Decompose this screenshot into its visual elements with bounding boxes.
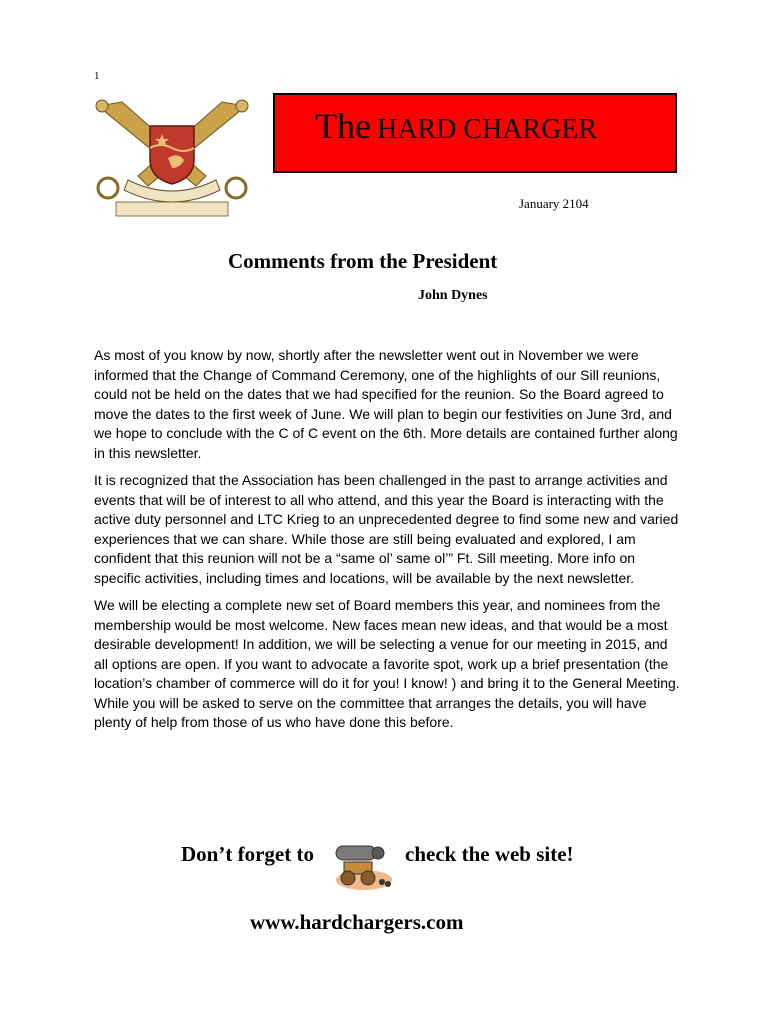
article-paragraph: It is recognized that the Association has been challenged in the past to arrange activities and events that will be of interest to all who attend, and this year the Board is interacting with the active duty personnel and LTC Krieg to an unprecedented degree to find some new and varied experiences that we can share. While those are still being evaluated and explored, I am confident that this reunion will not be a “same ol’ same ol’” Ft. Sill meeting. More info on specific activities, including times and locations, will be available by the next newsletter. [94,472,679,586]
page-number: 1 [94,70,100,82]
title-the: The [315,106,371,146]
article-body [94,346,682,741]
issue-date: January 2104 [519,196,589,211]
cta-left-text: Don’t forget to [181,842,314,866]
newsletter-title [315,105,597,147]
article-author: John Dynes [418,288,488,303]
cannon-icon [330,832,394,894]
article-paragraph: We will be electing a complete new set of Board members this year, and nominees from the membership would be most welcome. New faces mean new ideas, and that would be a most desirable development! In addition, we will be selecting a venue for our meeting in 2015, and all options are open. If you want to advocate a favorite spot, work up a brief presentation (the location’s chamber of commerce will do it for you! I know! ) and bring it to the General Meeting. While you will be asked to serve on the committee that arranges the details, you will have plenty of help from those of us who have done this before. [94,597,680,730]
crest-shield-icon [150,126,194,184]
cta-right-text: check the web site! [405,842,574,866]
title-name: HARD CHARGER [376,114,598,145]
masthead-banner [273,93,677,173]
hard-chargers-logo [88,98,256,220]
article-paragraph: As most of you know by now, shortly after the newsletter went out in November we were informed that the Change of Command Ceremony, one of the highlights of our Sill reunions, could not be held on the dates that we had specified for the reunion. So the Board agreed to move the dates to the first week of June. We will plan to begin our festivities on June 3rd, and we hope to conclude with the C of C event on the 6th. More details are contained further along in this newsletter. [94,347,678,461]
article-title: Comments from the President [228,249,498,273]
hard-chargers-banner [116,202,228,216]
website-link[interactable]: www.hardchargers.com [250,910,464,934]
